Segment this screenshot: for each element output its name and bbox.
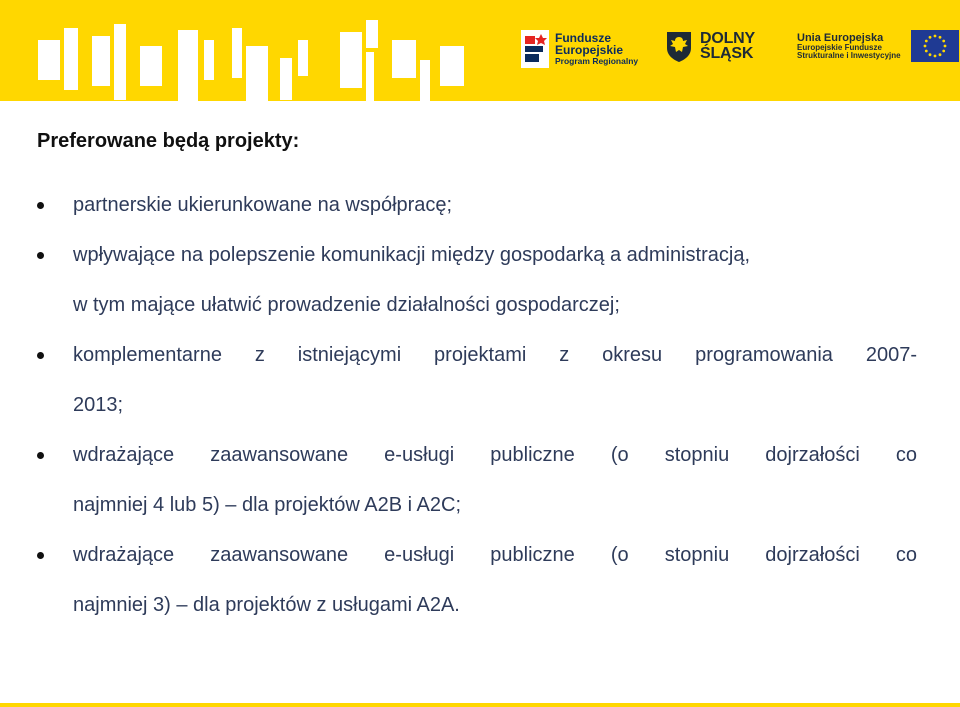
- fe-logo-line3: Program Regionalny: [555, 56, 639, 67]
- ue-logo-line3: Strukturalne i Inwestycyjne: [797, 50, 901, 60]
- ds-logo-line1: DOLNY: [700, 29, 756, 47]
- fe-logo-line1: Fundusze: [555, 31, 611, 46]
- list-item: [37, 230, 917, 330]
- bullet-line: partnerskie ukierunkowane na współpracę;: [73, 194, 453, 216]
- dolny-slask-logo: [666, 30, 755, 62]
- list-item: [37, 180, 917, 230]
- fe-logo-line2: Europejskie: [555, 43, 624, 58]
- bullet-line: najmniej 4 lub 5) – dla projektów A2B i A2C;: [73, 494, 461, 516]
- decorative-blocks: [0, 0, 500, 101]
- bullet-line: wdrażające zaawansowane e-usługi publiczne (o stopniu dojrzałości co: [73, 444, 917, 466]
- list-item: [37, 430, 917, 530]
- ue-logo-line2: Europejskie Fundusze: [797, 42, 882, 52]
- bottom-accent-line: [0, 703, 960, 707]
- bullet-line: wdrażające zaawansowane e-usługi publiczne (o stopniu dojrzałości co: [73, 544, 917, 566]
- list-item: [37, 530, 917, 630]
- bullet-line: najmniej 3) – dla projektów z usługami A2A.: [73, 594, 460, 616]
- ue-logo-line1: Unia Europejska: [797, 31, 884, 44]
- unia-europejska-logo: [797, 30, 959, 62]
- bullet-line: 2013;: [73, 394, 124, 416]
- fe-logo-mark-icon: [521, 30, 549, 68]
- header-band: [0, 0, 960, 101]
- bullet-line: komplementarne z istniejącymi projektami z okresu programowania 2007-: [73, 344, 917, 366]
- bullet-list: [37, 180, 917, 630]
- list-item: [37, 330, 917, 430]
- bullet-line: w tym mające ułatwić prowadzenie działalności gospodarczej;: [73, 294, 620, 316]
- page-title: Preferowane będą projekty:: [37, 130, 300, 152]
- eagle-crest-icon: [666, 30, 692, 62]
- eu-flag-icon: [911, 30, 959, 62]
- bullet-line: wpływające na polepszenie komunikacji między gospodarką a administracją,: [73, 244, 751, 266]
- fundusze-europejskie-logo: [521, 30, 638, 68]
- ds-logo-line2: ŚLĄSK: [700, 45, 754, 62]
